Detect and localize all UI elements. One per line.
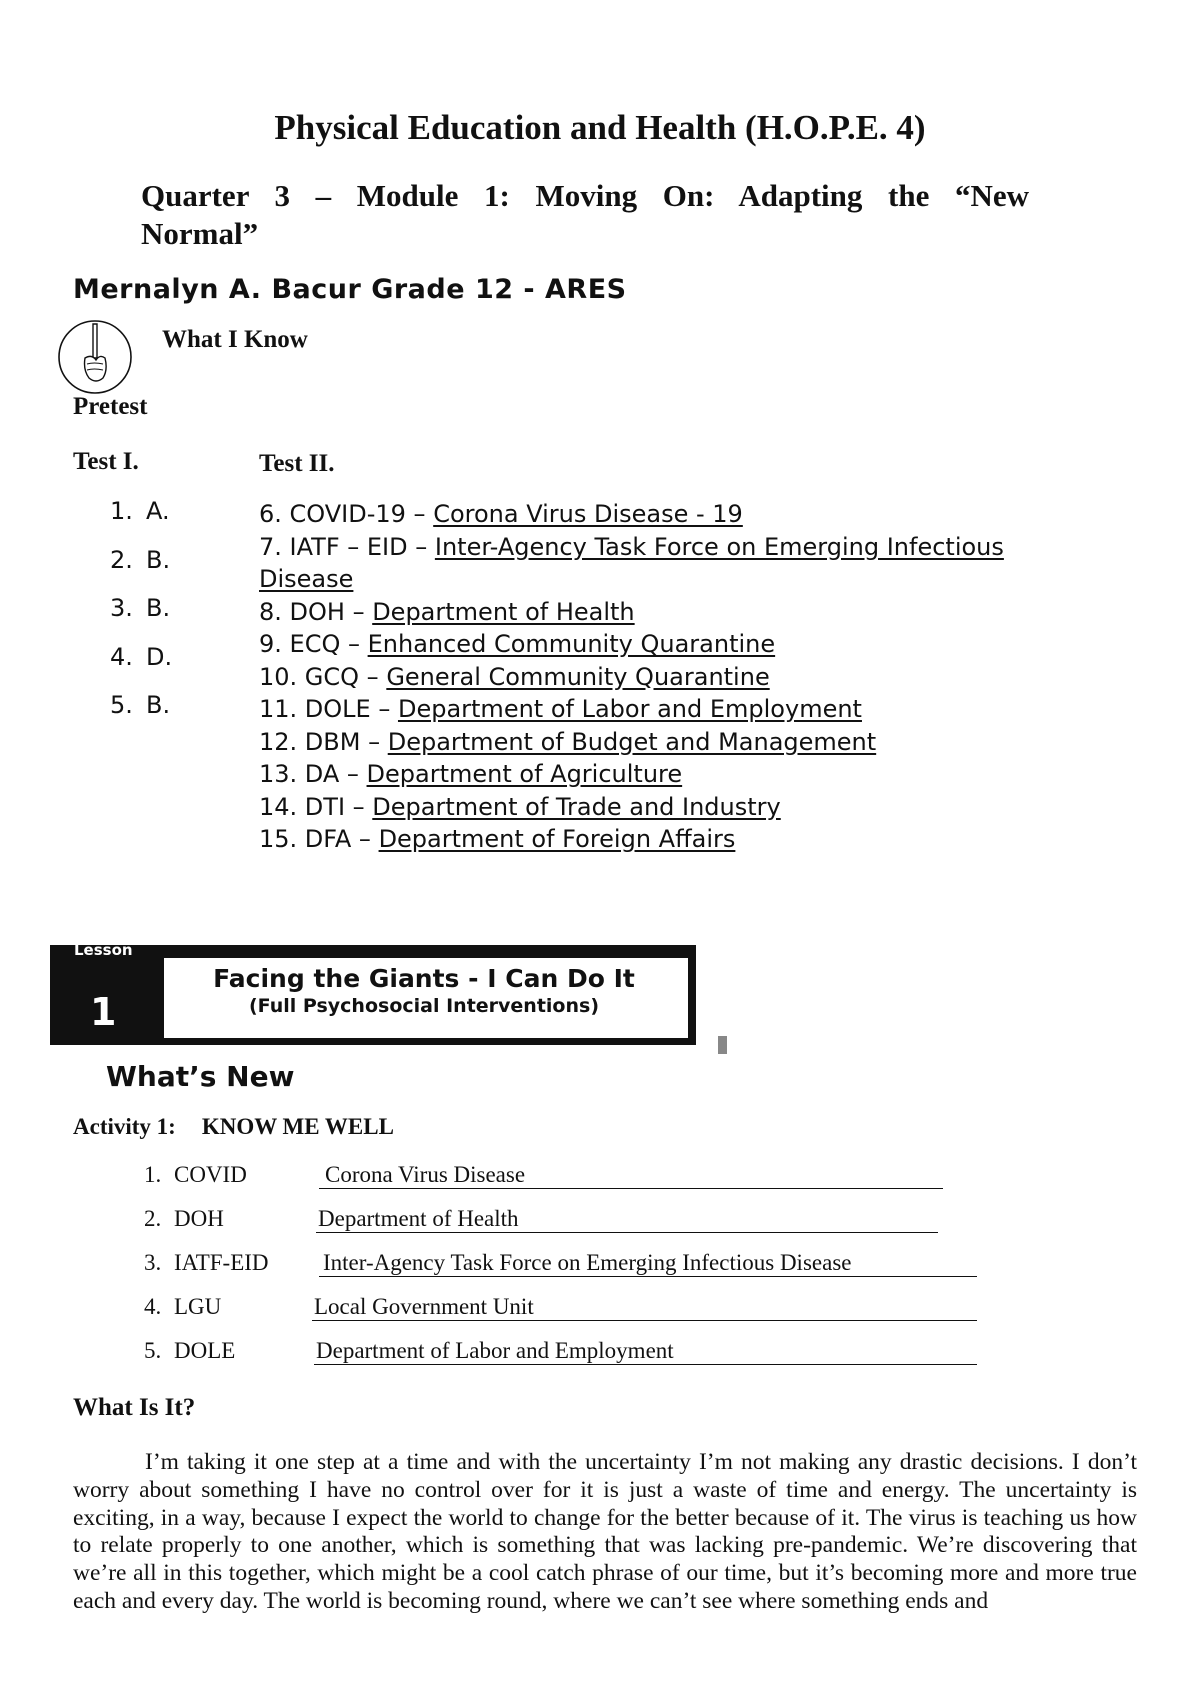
lesson-subtitle: (Full Psychosocial Interventions) <box>249 995 599 1017</box>
module-subtitle: Quarter 3 – Module 1: Moving On: Adapting the “New <box>141 178 1029 213</box>
pretest-label: Pretest <box>73 393 148 420</box>
test1-label: Test I. <box>73 448 139 475</box>
list-item: 8. DOH – Department of Health <box>259 597 635 626</box>
list-item: 11. DOLE – Department of Labor and Employment <box>259 695 862 723</box>
lesson-title: Facing the Giants - I Can Do It <box>213 964 635 993</box>
student-name: Mernalyn A. Bacur Grade 12 - ARES <box>73 274 627 305</box>
test1-answer-list <box>110 496 172 739</box>
test2-answer-list <box>259 498 1059 853</box>
test2-label: Test II. <box>259 450 335 477</box>
body-paragraph: I’m taking it one step at a time and with the uncertainty I’m not making any drastic decisions. I don’t worry about something I have no control over for it is just a waste of time and energy. The uncertainty is exciting, in a way, because I expect the world to change for the better because of it. The virus is teaching us how to relate properly to one another, which is something that was lacking pre-pandemic. We’re discovering that we’re all in this together, which might be a cool catch phrase of our time, but it’s becoming more and more true each and every day. The world is becoming round, where we can’t see where something ends and <box>73 1449 1137 1614</box>
module-subtitle-continued: Normal” <box>141 216 259 251</box>
list-item: 2. B. <box>110 545 171 574</box>
list-item: 6. COVID-19 – Corona Virus Disease - 19 <box>259 500 743 528</box>
whats-new-heading: What’s New <box>106 1060 295 1093</box>
list-item: 15. DFA – Department of Foreign Affairs <box>259 825 736 853</box>
what-i-know-heading: What I Know <box>162 326 308 353</box>
lesson-number: 1 <box>90 990 117 1034</box>
list-item: 7. IATF – EID – Inter-Agency Task Force on Emerging Infectious Disease <box>259 532 1004 593</box>
list-item: 12. DBM – Department of Budget and Management <box>259 727 877 756</box>
list-item: 10. GCQ – General Community Quarantine <box>259 662 770 691</box>
list-item: 13. DA – Department of Agriculture <box>259 760 683 788</box>
activity-heading: Activity 1: KNOW ME WELL <box>73 1114 394 1139</box>
list-item: 5. B. <box>110 691 171 719</box>
pen-hand-icon <box>56 318 134 396</box>
divider-mark <box>718 1036 727 1054</box>
list-item: 4. D. <box>110 642 173 671</box>
list-item: 14. DTI – Department of Trade and Industry <box>259 792 781 821</box>
page-title: Physical Education and Health (H.O.P.E. 4) <box>274 108 926 147</box>
list-item: 1. A. <box>110 497 170 525</box>
list-item: 9. ECQ – Enhanced Community Quarantine <box>259 630 776 658</box>
lesson-word: Lesson <box>74 941 133 959</box>
what-is-it-heading: What Is It? <box>73 1394 196 1421</box>
list-item: 3. B. <box>110 594 171 622</box>
